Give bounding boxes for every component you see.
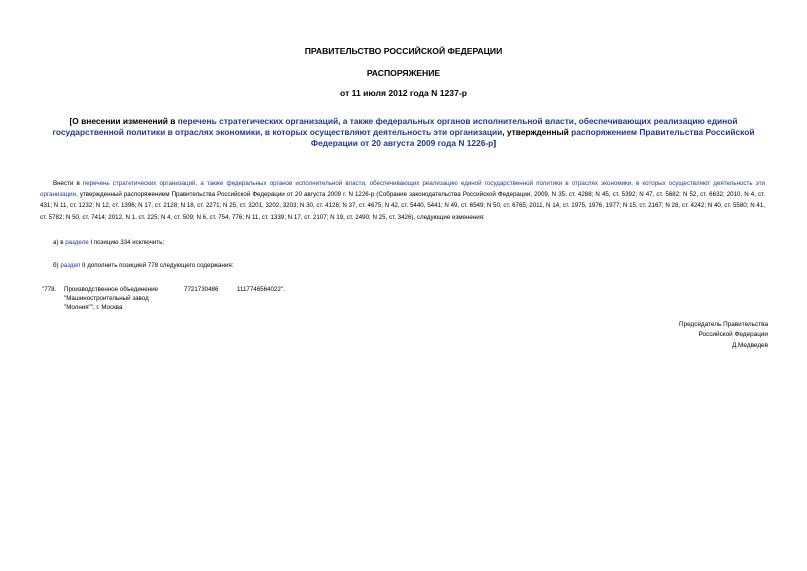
table-cell-name-line: Производственное объединение — [64, 286, 158, 293]
table-cell-name — [64, 285, 158, 312]
title-middle: , утвержденный — [502, 127, 572, 137]
table-cell-ogrn: 1117746564022". — [237, 286, 285, 293]
government-heading: ПРАВИТЕЛЬСТВО РОССИЙСКОЙ ФЕДЕРАЦИИ — [304, 46, 503, 56]
signature-country: Российской Федерации — [698, 331, 768, 339]
title-link-strategic-list[interactable]: перечень стратегических организаций, а также федеральных органов исполнительной власти, обеспечивающих реализацию единой государственной политики в отраслях экономики, в которых осуществляют деятельность эти организации — [52, 116, 738, 137]
paragraph-a-suffix: I позицию 334 исключить; — [88, 239, 165, 246]
signature-position: Председатель Правительства — [679, 321, 768, 328]
paragraph-b — [53, 260, 778, 271]
paragraph-main-suffix: , утвержденный распоряжением Правительства Российской Федерации от 20 августа 2009 г. N 1226-р (Собрание законодательства Российской Федерации, 2009, N 35, ст. 4288; N 45, ст. 5392; N 47, ст. 5682; N 52, ст. 6632; 2010, N 4, ст. 431; N 11, ст. 1232; N 12, ст. 1396; N 17, ст. 2128; N 18, ст. 2271; N 25, ст. 3201, 3202, 3203; N 30, ст. 4126; N 37, ст. 4675; N 42, ст. 5440, 5441; N 49, ст. 6549; N 50, ст. 6765; 2011, N 14, ст. 1975, 1976, 1977; N 15, ст. 2167; N 28, ст. 4242; N 40, ст. 5580; N 41, ст. 5782; N 50, ст. 7414; 2012, N 1, ст. 225; N 4, ст. 509; N 6, ст. 754, 776; N 11, ст. 1339; N 17, ст. 2107; N 19, ст. 2490; N 25, ст. 3426), следующие изменения: — [40, 191, 765, 221]
signature-block — [560, 320, 768, 351]
table-cell-inn: 7721730486 — [184, 286, 219, 293]
paragraph-a-prefix: а) в — [53, 239, 66, 246]
paragraph-main — [40, 178, 765, 223]
title-prefix: О внесении изменений в — [72, 116, 178, 126]
signature-name: Д.Медведев — [731, 341, 768, 349]
title-bracket-close: ] — [493, 138, 497, 148]
document-date-number: от 11 июля 2012 года N 1237-р — [340, 88, 467, 98]
paragraph-b-link-section[interactable]: раздел — [60, 262, 81, 269]
paragraph-b-suffix: II дополнить позицией 778 следующего содержания: — [80, 262, 234, 269]
title-bracket-open: [ — [69, 116, 73, 126]
table-cell-name-line: "Молния"", г. Москва — [64, 304, 123, 311]
paragraph-a — [53, 237, 778, 248]
paragraph-main-link[interactable]: перечень стратегических организаций, а также федеральных органов исполнительной власти, обеспечивающих реализацию единой государственной политики в отраслях экономики, в которых осуществляют деятельность эти организации — [40, 180, 765, 199]
document-type-heading: РАСПОРЯЖЕНИЕ — [366, 68, 441, 78]
table-cell-name-line: "Машиностроительный завод — [64, 295, 149, 302]
document-title — [48, 116, 759, 149]
paragraph-main-prefix: Внести в — [53, 180, 83, 187]
table-cell-number: "778. — [42, 286, 57, 293]
paragraph-a-link-section[interactable]: разделе — [65, 239, 89, 246]
paragraph-b-prefix: б) — [53, 262, 61, 269]
title-link-order-1226[interactable]: распоряжением Правительства Российской Федерации от 20 августа 2009 года N 1226-р — [310, 127, 755, 148]
